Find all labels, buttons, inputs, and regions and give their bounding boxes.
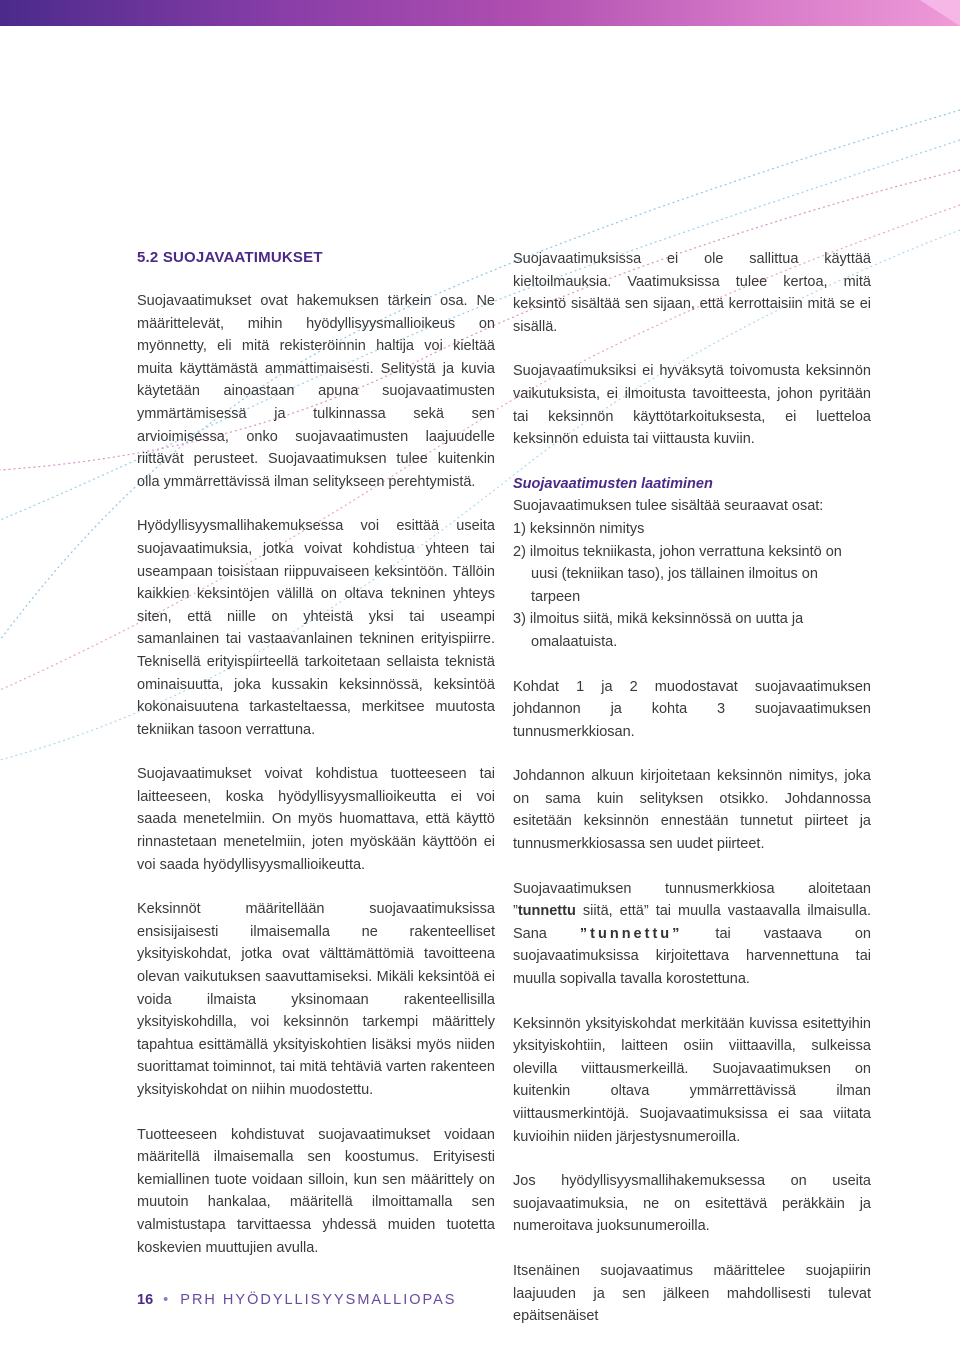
left-paragraph-5: Tuotteeseen kohdistuvat suojavaatimukset voidaan määritellä ilmaisemalla sen koostumus. Erityisesti kemiallinen tuote voidaan silloin, kun sen määrittely on muutoin hankalaa, määritellä ilmoittamalla sen valmistustapa tarvittaessa yhdessä muiden tuotetta koskevien muuttujien avulla. [137,1126,495,1256]
right-paragraph-5: Johdannon alkuun kirjoitetaan keksinnön nimitys, joka on sama kuin selityksen otsikko. Johdannossa esitetään keksinnön ennestään tunnetut piirteet ja tunnusmerkkiosassa sen uudet piirteet. [513,768,871,853]
footer-title: PRH HYÖDYLLISYYSMALLIOPAS [180,1292,457,1308]
parts-list [513,518,871,654]
parts-lead: Suojavaatimuksen tulee sisältää seuraavat osat: [513,498,824,515]
left-column [137,248,495,1281]
parts-list-item: 1) keksinnön nimitys [513,520,645,537]
right-paragraph-1: Suojavaatimuksissa ei ole sallittua käyttää kieltoilmauksia. Vaatimuksissa tulee kertoa, mitä keksintö sisältää sen sijaan, että kerrottaisiin mitä se ei sisällä. [513,251,871,335]
right-column [513,248,871,1350]
left-paragraph-2: Hyödyllisyysmallihakemuksessa voi esittää useita suojavaatimuksia, jotka voivat kohdistua yhteen tai useampaan toisistaan riippuvaiseen keksintöön. Tällöin kaikkien keksintöjen välillä on oltava tekninen yhteys siten, että niille on yhteistä yksi tai useampi samanlainen tai vastaavanlainen tekninen erityispiirre. Teknisellä erityispiirteellä tarkoitetaan sellaista teknistä ominaisuutta, joka kussakin keksinnössä, keksintöä kokonaisuutena tarkasteltaessa, merkitsee muutosta tekniikan tasoon verrattuna. [137,518,495,738]
right-paragraph-7: Keksinnön yksityiskohdat merkitään kuvissa esitettyihin yksityiskohtiin, laitteen osiin viittaavilla, sulkeissa olevilla viittausmerkeillä. Suojavaatimuksen on kuitenkin oltava ymmärrettävissä ilman viittausmerkintöjä. Suojavaatimuksissa ei saa viitata kuvioihin niiden järjestysnumeroilla. [513,1015,871,1145]
page-number: 16 [137,1292,154,1308]
right-paragraph-9: Itsenäinen suojavaatimus määrittelee suojapiirin laajuuden ja sen jälkeen mahdollisesti tulevat epäitsenäiset [513,1262,871,1325]
parts-list-item: 2) ilmoitus tekniikasta, johon verrattuna keksintö on uusi (tekniikan taso), jos tällainen ilmoitus on tarpeen [513,543,842,605]
page-footer [137,1290,456,1310]
p6-spaced-tunnettu: ”tunnettu” [579,925,683,942]
left-paragraph-4: Keksinnöt määritellään suojavaatimuksissa ensisijaisesti ilmaisemalla ne rakenteelliset yksityiskohdat, jotka ovat välttämättömiä tavoitteena olevan vaikutuksen saavuttamiseksi. Mikäli keksintöä ei voida ilmaista yksinomaan rakenteellisilla yksityiskohdilla, voi keksinnön tarkempi määrittely tapahtua esittämällä yksityiskohtien lisäksi myös niiden suorittamat toiminnot, tai mitä tehtäviä varten rakenteen yksityiskohdat on niihin muodostettu. [137,901,495,1098]
right-paragraph-6 [513,878,871,991]
section-heading: 5.2 SUOJAVAATIMUKSET [137,249,323,266]
parts-list-item: 3) ilmoitus siitä, mikä keksinnössä on uutta ja omalaatuista. [513,611,804,650]
right-paragraph-4: Kohdat 1 ja 2 muodostavat suojavaatimuksen johdannon ja kohta 3 suojavaatimuksen tunnusmerkkiosan. [513,678,871,740]
p6-emphasis-tunnettu: tunnettu [517,903,576,920]
left-paragraph-3: Suojavaatimukset voivat kohdistua tuotteeseen tai laitteeseen, koska hyödyllisyysmallioikeutta ei voi saada menetelmiin. On myös huomattava, että käyttö rinnastetaan menetelmiin, joten myöskään käyttöön ei voi saada hyödyllisyysmallioikeutta. [137,766,495,873]
right-paragraph-8: Jos hyödyllisyysmallihakemuksessa on useita suojavaatimuksia, ne on esitettävä peräkkäin ja numeroitava juoksunumeroilla. [513,1173,871,1235]
subheading: Suojavaatimusten laatiminen [513,475,713,492]
right-paragraph-2: Suojavaatimuksiksi ei hyväksytä toivomusta keksinnön vaikutuksista, ei ilmoitusta tavoitteesta, johon pyritään tai keksinnön käyttötarkoituksesta, ei luetteloa keksinnön eduista tai viittausta kuviin. [513,363,871,448]
p6-text-e: tai vastaava on suojavaatimuksissa kirjoitettava harvennettuna tai muulla sopivalla tavalla korostettuna. [513,925,871,988]
p6-text-c: siitä, että” tai muulla vastaavalla ilmaisulla. Sana [513,903,871,942]
left-paragraph-1: Suojavaatimukset ovat hakemuksen tärkein osa. Ne määrittelevät, mihin hyödyllisyysmallioikeus on myönnetty, eli mitä rekisteröinnin haltija voi kieltää muita käyttämästä ammattimaisesti. Selitystä ja kuvia käytetään ainoastaan apuna suojavaatimusten ymmärtämisessä ja tulkinnassa sekä sen arvioimisessa, onko suojavaatimusten laajuudelle riittävät perusteet. Suojavaatimuksen tulee kuitenkin olla ymmärrettävissä ilman selitykseen perehtymistä. [137,293,495,490]
footer-separator: • [163,1292,171,1308]
p6-text-a: Suojavaatimuksen tunnusmerkkiosa aloitetaan ” [513,880,871,920]
